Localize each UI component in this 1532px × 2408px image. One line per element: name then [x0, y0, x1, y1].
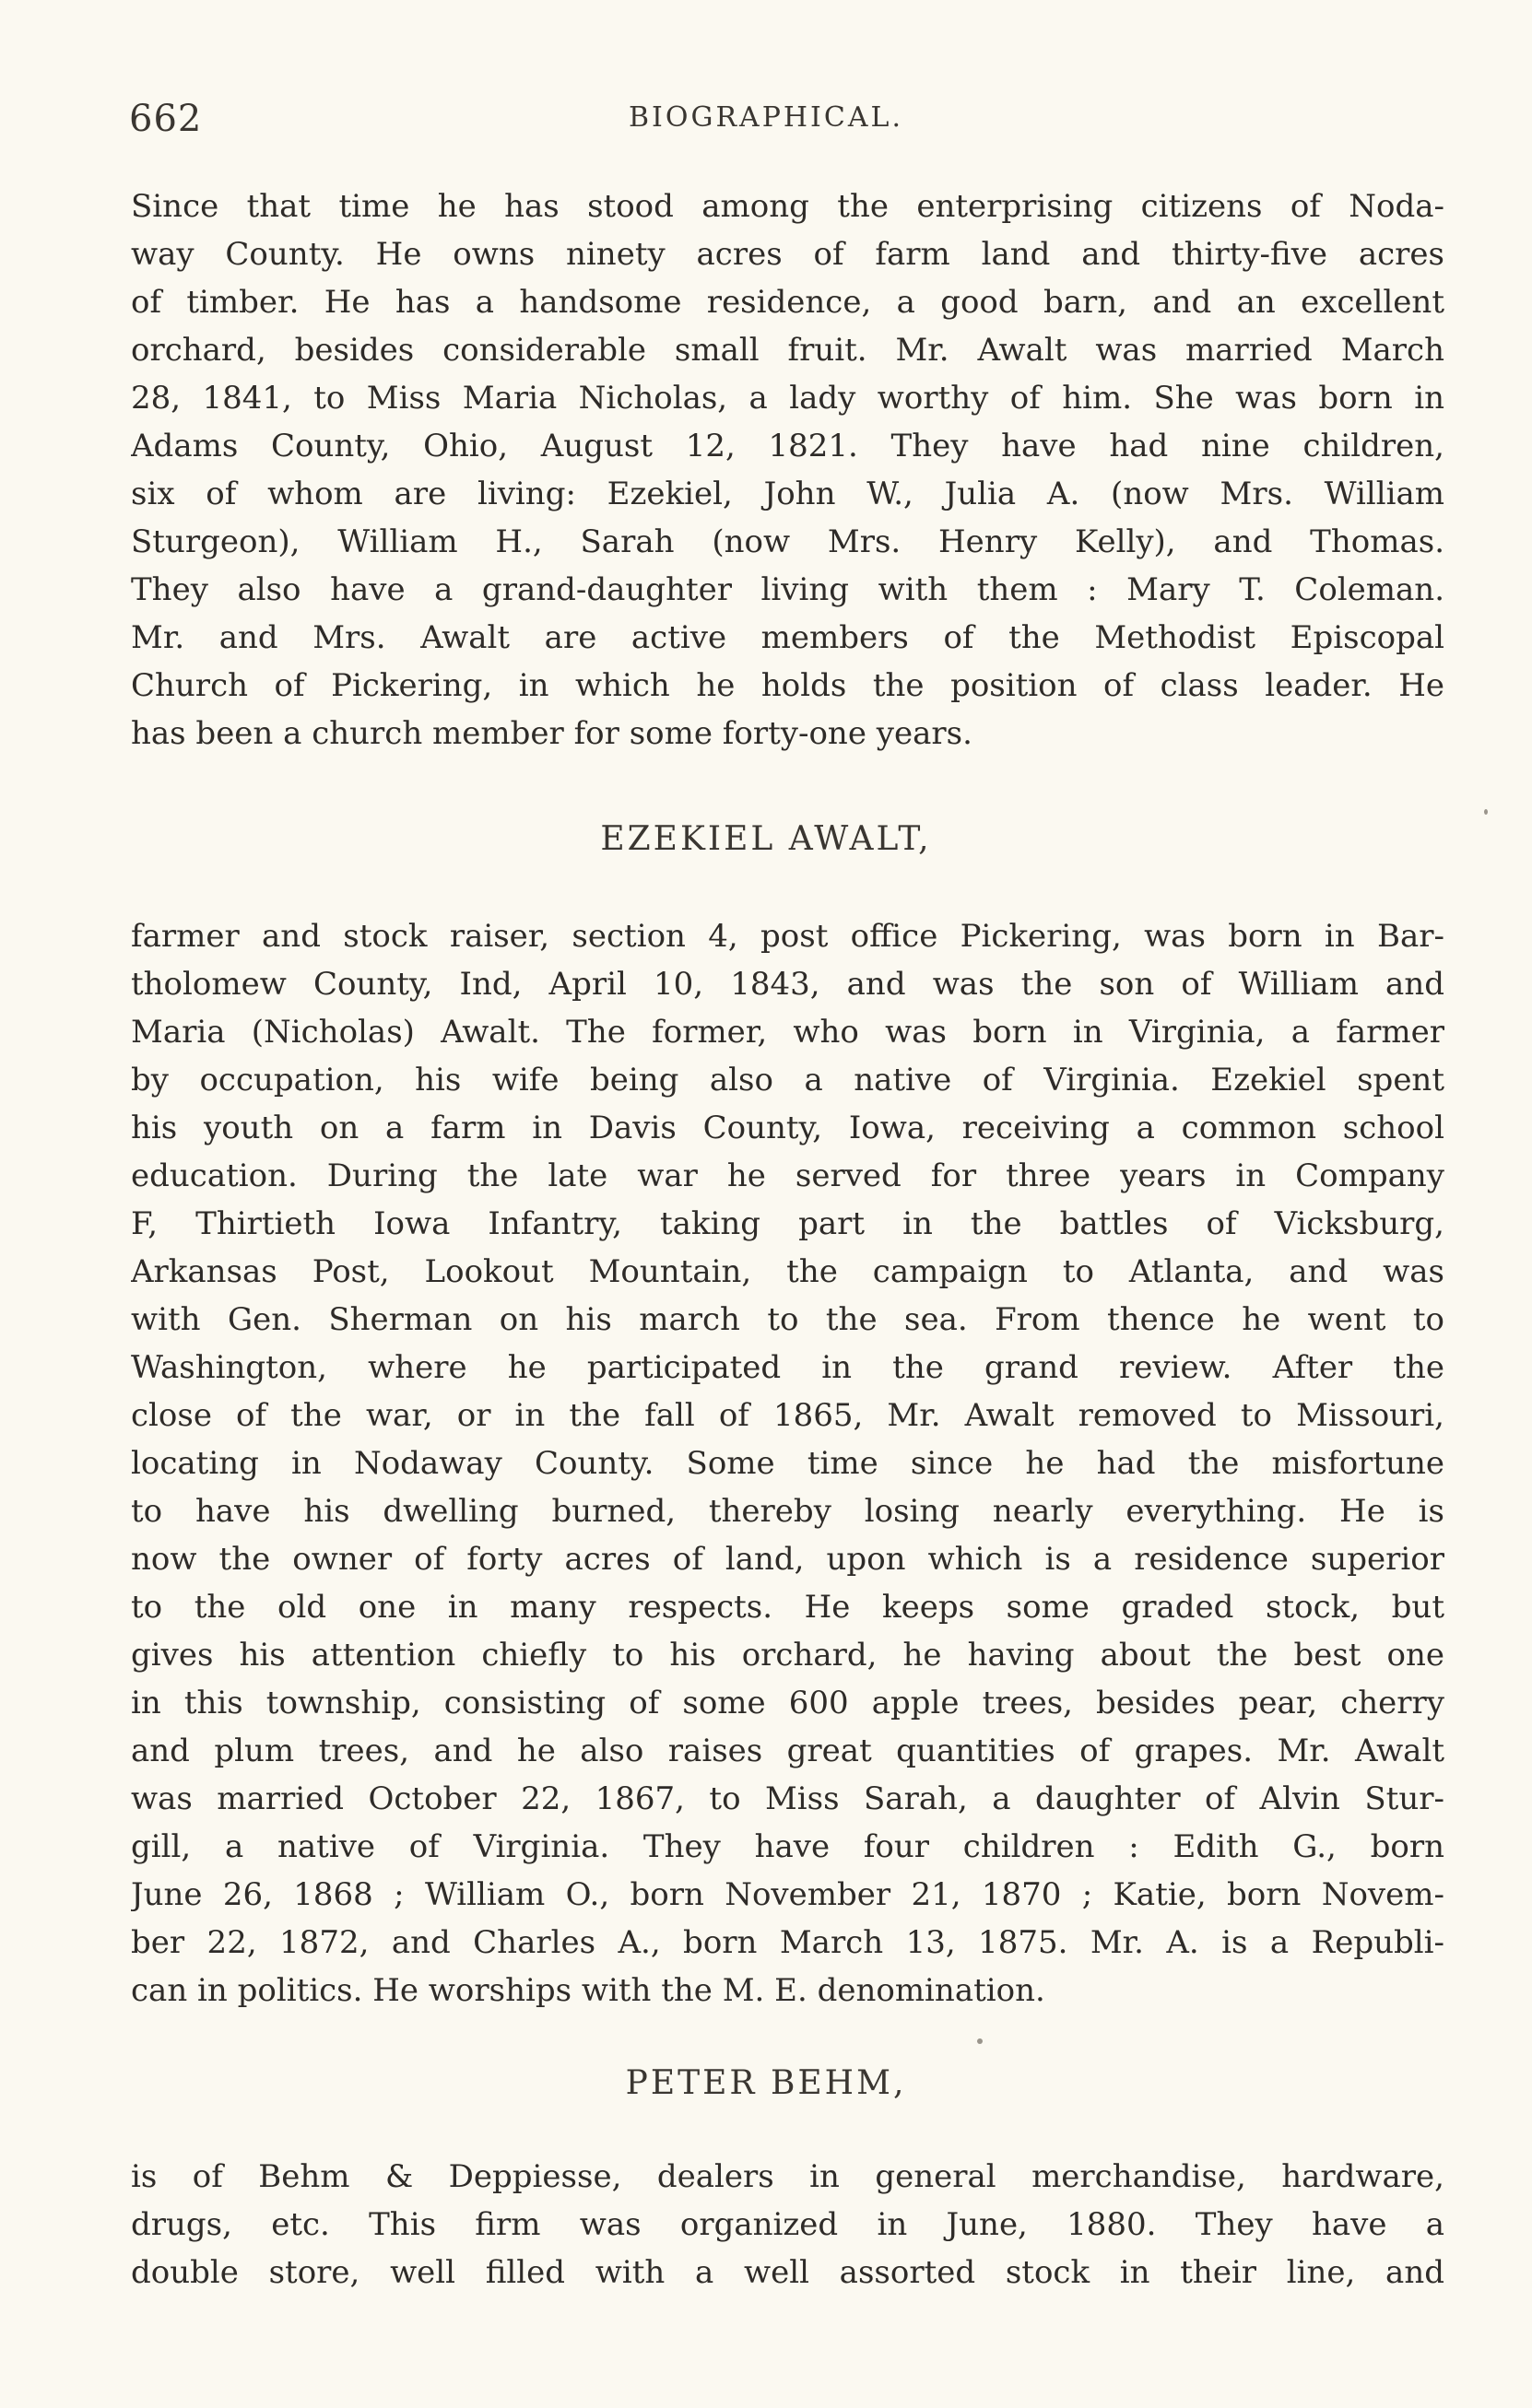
text-line: Since that time he has stood among the enterprising citizens of Noda-: [131, 188, 1444, 225]
text-line: is of Behm & Deppiesse, dealers in general merchandise, hardware,: [131, 2158, 1444, 2195]
text-line: Adams County, Ohio, August 12, 1821. They have had nine children,: [131, 428, 1444, 464]
text-line: education. During the late war he served for three years in Company: [131, 1157, 1444, 1194]
text-line: can in politics. He worships with the M. E. denomination.: [131, 1972, 1045, 2009]
text-line: has been a church member for some forty-one years.: [131, 715, 972, 752]
text-line: was married October 22, 1867, to Miss Sarah, a daughter of Alvin Stur-: [131, 1780, 1444, 1817]
text-line: F, Thirtieth Iowa Infantry, taking part in the battles of Vicksburg,: [131, 1205, 1444, 1242]
text-line: Washington, where he participated in the grand review. After the: [131, 1349, 1444, 1386]
text-line: and plum trees, and he also raises great quantities of grapes. Mr. Awalt: [131, 1733, 1444, 1769]
text-line: to have his dwelling burned, thereby losing nearly everything. He is: [131, 1493, 1444, 1530]
text-line: drugs, etc. This firm was organized in June, 1880. They have a: [131, 2206, 1444, 2243]
running-head: BIOGRAPHICAL.: [629, 101, 903, 134]
text-line: tholomew County, Ind, April 10, 1843, and was the son of William and: [131, 966, 1444, 1003]
print-blemish: [977, 2038, 983, 2044]
text-line: to the old one in many respects. He keeps some graded stock, but: [131, 1589, 1444, 1626]
section-heading-peter-behm: PETER BEHM,: [625, 2064, 907, 2102]
text-line: double store, well filled with a well assorted stock in their line, and: [131, 2254, 1444, 2291]
text-line: way County. He owns ninety acres of farm land and thirty-five acres: [131, 236, 1444, 273]
text-line: Mr. and Mrs. Awalt are active members of the Methodist Episcopal: [131, 619, 1444, 656]
text-line: his youth on a farm in Davis County, Iowa, receiving a common school: [131, 1110, 1444, 1146]
text-line: six of whom are living: Ezekiel, John W., Julia A. (now Mrs. William: [131, 476, 1444, 512]
text-line: They also have a grand-daughter living with them : Mary T. Coleman.: [131, 571, 1444, 608]
text-line: orchard, besides considerable small fruit. Mr. Awalt was married March: [131, 332, 1444, 369]
text-line: Sturgeon), William H., Sarah (now Mrs. Henry Kelly), and Thomas.: [131, 523, 1444, 560]
text-line: close of the war, or in the fall of 1865, Mr. Awalt removed to Missouri,: [131, 1397, 1444, 1434]
text-line: with Gen. Sherman on his march to the sea. From thence he went to: [131, 1301, 1444, 1338]
text-line: of timber. He has a handsome residence, a good barn, and an excellent: [131, 284, 1444, 321]
text-line: Maria (Nicholas) Awalt. The former, who was born in Virginia, a farmer: [131, 1014, 1444, 1051]
text-line: gives his attention chiefly to his orchard, he having about the best one: [131, 1637, 1444, 1674]
text-line: by occupation, his wife being also a native of Virginia. Ezekiel spent: [131, 1062, 1444, 1098]
paragraph-ezekiel-awalt: [131, 912, 1444, 2014]
page-number: 662: [129, 98, 203, 140]
print-blemish: [1484, 809, 1488, 815]
text-line: now the owner of forty acres of land, upon which is a residence superior: [131, 1541, 1444, 1578]
text-line: Church of Pickering, in which he holds the position of class leader. He: [131, 667, 1444, 704]
paragraph-awalt-continued: [131, 182, 1444, 758]
text-line: 28, 1841, to Miss Maria Nicholas, a lady worthy of him. She was born in: [131, 380, 1444, 417]
paragraph-peter-behm: [131, 2153, 1444, 2296]
text-line: in this township, consisting of some 600 apple trees, besides pear, cherry: [131, 1685, 1444, 1721]
text-line: gill, a native of Virginia. They have four children : Edith G., born: [131, 1828, 1444, 1865]
text-line: June 26, 1868 ; William O., born November 21, 1870 ; Katie, born Novem-: [131, 1876, 1444, 1913]
text-line: locating in Nodaway County. Some time since he had the misfortune: [131, 1445, 1444, 1482]
section-heading-ezekiel-awalt: EZEKIEL AWALT,: [600, 820, 932, 858]
text-line: ber 22, 1872, and Charles A., born March 13, 1875. Mr. A. is a Republi-: [131, 1924, 1444, 1961]
text-line: Arkansas Post, Lookout Mountain, the campaign to Atlanta, and was: [131, 1253, 1444, 1290]
text-line: farmer and stock raiser, section 4, post office Pickering, was born in Bar-: [131, 918, 1444, 955]
